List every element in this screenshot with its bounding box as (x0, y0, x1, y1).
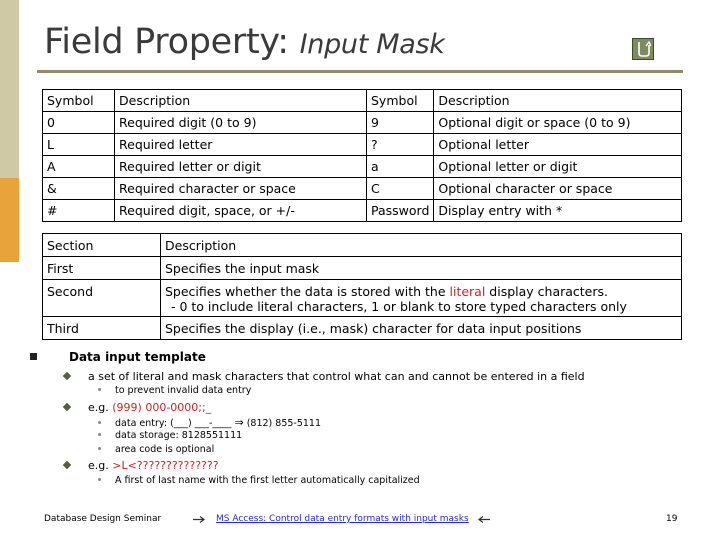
symbol-cell: L (43, 134, 115, 156)
table-row (43, 200, 682, 222)
return-arrow-icon (635, 41, 651, 57)
diamond-bullet-icon (63, 461, 71, 469)
return-button[interactable] (632, 38, 654, 60)
table-row (43, 257, 682, 280)
table-row (43, 156, 682, 178)
bullet-heading-text: Data input template (69, 350, 206, 364)
symbol-cell: ? (367, 134, 434, 156)
sub-bullet-text: (812) 855-5111 (246, 418, 322, 429)
bullet-item (64, 459, 219, 472)
bullet-text: a set of literal and mask characters that control what can and cannot be entered in a field (88, 370, 585, 383)
page-number: 19 (666, 514, 678, 524)
dot-bullet-icon (98, 421, 101, 424)
header-cell: Description (161, 234, 682, 257)
description-text: Specifies whether the data is stored with the (165, 284, 450, 299)
header-cell: Description (434, 90, 682, 112)
bullet-text: e.g. (88, 401, 113, 414)
symbol-cell: A (43, 156, 115, 178)
symbol-cell: 9 (367, 112, 434, 134)
section-description-cell: Specifies the display (i.e., mask) character for data input positions (161, 317, 682, 340)
description-cell: Optional digit or space (0 to 9) (434, 112, 682, 134)
title-main: Field Property: (44, 22, 300, 62)
sections-table (42, 233, 682, 340)
section-cell: First (43, 257, 161, 280)
square-bullet-icon (30, 353, 37, 360)
link-right-icon (476, 516, 490, 526)
description-cell: Display entry with * (434, 200, 682, 222)
mask-example: >L<?????????????? (112, 459, 219, 472)
dot-bullet-icon (98, 478, 101, 481)
table-row (43, 134, 682, 156)
diamond-bullet-icon (63, 403, 71, 411)
literal-highlight: literal (449, 284, 486, 299)
symbol-cell: & (43, 178, 115, 200)
section-description-cell (161, 280, 682, 317)
table-header-row (43, 90, 682, 112)
sub-bullet-text: data storage: 8128551111 (115, 430, 243, 441)
title-divider (37, 70, 683, 73)
description-cell: Required character or space (115, 178, 367, 200)
header-cell: Symbol (367, 90, 434, 112)
section-description-cell: Specifies the input mask (161, 257, 682, 280)
bullet-item (64, 401, 211, 414)
sub-bullet-item (98, 416, 321, 429)
description-cell: Required digit (0 to 9) (115, 112, 367, 134)
sub-bullet-item (98, 475, 420, 486)
symbol-cell: a (367, 156, 434, 178)
title-emphasis: Input Mask (299, 29, 445, 60)
dot-bullet-icon (98, 433, 101, 436)
diamond-bullet-icon (63, 372, 71, 380)
description-cell: Optional character or space (434, 178, 682, 200)
sub-bullet-item (98, 430, 242, 441)
table-row (43, 178, 682, 200)
table-row (43, 317, 682, 340)
description-line (165, 284, 677, 299)
bullet-text: e.g. (88, 459, 113, 472)
slide-title (44, 22, 445, 62)
footer-course-name: Database Design Seminar (44, 514, 162, 524)
table-row (43, 112, 682, 134)
sub-bullet-item (98, 444, 214, 455)
description-cell: Required digit, space, or +/- (115, 200, 367, 222)
symbol-cell: # (43, 200, 115, 222)
header-cell: Description (115, 90, 367, 112)
header-cell: Symbol (43, 90, 115, 112)
table-header-row (43, 234, 682, 257)
decorative-sidebar-top (0, 0, 19, 178)
description-cell: Required letter (115, 134, 367, 156)
symbol-cell: Password (367, 200, 434, 222)
sub-bullet-text: data entry: (___) ___-____ (115, 418, 232, 429)
description-cell: Optional letter (434, 134, 682, 156)
sub-bullet-text: area code is optional (115, 444, 215, 455)
description-subline: - 0 to include literal characters, 1 or blank to store typed characters only (171, 299, 627, 314)
description-cell: Required letter or digit (115, 156, 367, 178)
bullet-heading (30, 350, 206, 364)
symbol-cell: 0 (43, 112, 115, 134)
table-row (43, 280, 682, 317)
link-left-icon (193, 516, 207, 526)
description-cell: Optional letter or digit (434, 156, 682, 178)
decorative-sidebar-accent (0, 178, 19, 262)
symbols-table (42, 89, 682, 222)
mask-example: (999) 000-0000;;_ (112, 401, 212, 414)
sub-bullet-item (98, 385, 251, 396)
description-text: display characters. (485, 284, 608, 299)
arrow-right-icon: ⇒ (234, 416, 244, 429)
footer-reference-link[interactable]: MS Access: Control data entry formats with input masks (216, 514, 469, 524)
bullet-item (64, 370, 585, 383)
dot-bullet-icon (98, 388, 101, 391)
symbol-cell: C (367, 178, 434, 200)
section-cell: Third (43, 317, 161, 340)
section-cell: Second (43, 280, 161, 317)
header-cell: Section (43, 234, 161, 257)
sub-bullet-text: to prevent invalid data entry (115, 385, 252, 396)
sub-bullet-text: A first of last name with the first letter automatically capitalized (115, 475, 420, 486)
dot-bullet-icon (98, 447, 101, 450)
